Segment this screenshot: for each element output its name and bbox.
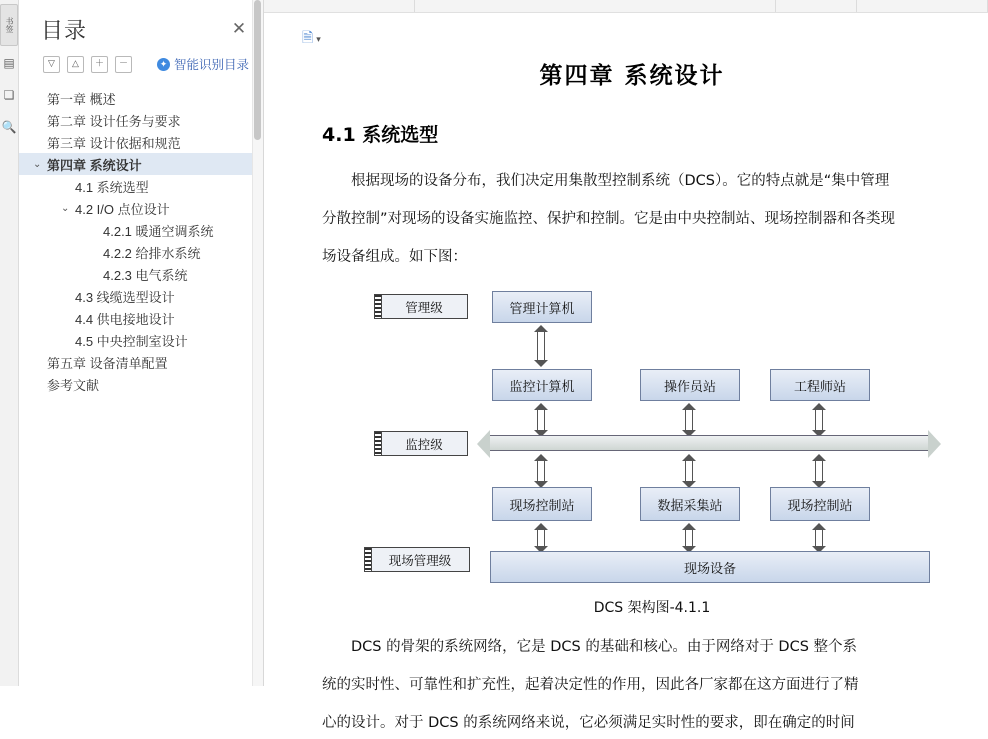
diagram-node-engineer-station: 工程师站 bbox=[770, 369, 870, 401]
outline-item-label: 4.5 中央控制室设计 bbox=[75, 333, 188, 349]
smart-toc-label: 智能识别目录 bbox=[173, 58, 249, 72]
paragraph-line: 场设备组成。如下图： bbox=[322, 249, 467, 265]
sparkle-icon: ✦ bbox=[157, 58, 170, 71]
outline-item[interactable] bbox=[19, 109, 263, 131]
outline-item[interactable] bbox=[19, 285, 263, 307]
outline-item[interactable] bbox=[19, 87, 263, 109]
expand-all-button[interactable]: △ bbox=[67, 56, 84, 73]
outline-item[interactable] bbox=[19, 197, 263, 219]
diagram-tag-management-level: 管理级 bbox=[380, 294, 468, 319]
section-heading: 4.1 系统选型 bbox=[322, 124, 439, 146]
outline-panel bbox=[19, 0, 264, 686]
diagram-tag-field-management-level: 现场管理级 bbox=[370, 547, 470, 572]
document-topbar bbox=[264, 0, 988, 13]
outline-item[interactable] bbox=[19, 329, 263, 351]
chevron-down-icon[interactable]: ⌄ bbox=[33, 158, 42, 170]
outline-item-label: 第五章 设备清单配置 bbox=[47, 355, 168, 371]
outline-item-label: 第四章 系统设计 bbox=[47, 157, 142, 173]
page-icon-glyph: 🗎 bbox=[302, 29, 314, 45]
outline-scrollbar-thumb[interactable] bbox=[254, 0, 261, 140]
outline-toolbar bbox=[19, 49, 263, 81]
diagram-node-supervision-computer: 监控计算机 bbox=[492, 369, 592, 401]
left-icon-rail bbox=[0, 0, 19, 686]
diagram-node-operator-station: 操作员站 bbox=[640, 369, 740, 401]
page-thumbnail-icon[interactable] bbox=[302, 27, 962, 51]
chapter-heading: 第四章 系统设计 bbox=[539, 63, 725, 89]
remove-item-button[interactable]: － bbox=[115, 56, 132, 73]
outline-item-label: 4.4 供电接地设计 bbox=[75, 311, 175, 327]
outline-item[interactable] bbox=[19, 153, 263, 175]
page-title: 目录 bbox=[41, 18, 88, 43]
diagram-connector bbox=[815, 523, 823, 553]
figure-caption: DCS 架构图-4.1.1 bbox=[593, 600, 711, 616]
diagram-connector bbox=[815, 403, 823, 437]
outline-header bbox=[19, 0, 263, 49]
paragraph-line: 统的实时性、可靠性和扩充性，起着决定性的作用，因此各厂家都在这方面进行了精 bbox=[322, 677, 859, 693]
diagram-node-management-computer: 管理计算机 bbox=[492, 291, 592, 323]
collapse-all-button[interactable]: ▽ bbox=[43, 56, 60, 73]
paragraph-line: 心的设计。对于 DCS 的系统网络来说，它必须满足实时性的要求，即在确定的时间 bbox=[322, 715, 855, 731]
outline-item-label: 4.2 I/O 点位设计 bbox=[75, 201, 170, 217]
outline-tree bbox=[19, 87, 263, 395]
outline-item[interactable] bbox=[19, 219, 263, 241]
paragraph-line: 根据现场的设备分布，我们决定用集散型控制系统（DCS）。它的特点就是“集中管理 bbox=[351, 173, 890, 189]
search-icon[interactable]: 🔍 bbox=[1, 120, 17, 134]
diagram-network-bus bbox=[490, 435, 928, 451]
outline-item-label: 第二章 设计任务与要求 bbox=[47, 113, 181, 129]
diagram-tag-supervision-level: 监控级 bbox=[380, 431, 468, 456]
diagram-node-field-control-station-1: 现场控制站 bbox=[492, 487, 592, 521]
paragraph-line: 分散控制”对现场的设备实施监控、保护和控制。它是由中央控制站、现场控制器和各类现 bbox=[322, 211, 896, 227]
outline-item-label: 4.2.1 暖通空调系统 bbox=[103, 223, 214, 239]
topbar-segment-2 bbox=[415, 0, 776, 12]
outline-item[interactable] bbox=[19, 131, 263, 153]
chevron-down-icon[interactable]: ⌄ bbox=[61, 202, 70, 214]
outline-item[interactable] bbox=[19, 263, 263, 285]
diagram-connector bbox=[815, 454, 823, 488]
outline-tool-group bbox=[43, 56, 132, 73]
diagram-connector bbox=[537, 403, 545, 437]
outline-item[interactable] bbox=[19, 373, 263, 395]
diagram-connector bbox=[685, 523, 693, 553]
diagram-node-field-control-station-2: 现场控制站 bbox=[770, 487, 870, 521]
outline-item-label: 参考文献 bbox=[47, 377, 100, 393]
diagram-connector bbox=[537, 325, 545, 367]
outline-item-label: 第一章 概述 bbox=[47, 91, 116, 107]
outline-item[interactable] bbox=[19, 351, 263, 373]
chevron-down-icon[interactable]: ▾ bbox=[316, 33, 321, 44]
bookmark-icon[interactable]: ❏ bbox=[3, 88, 15, 102]
outline-item-label: 4.3 线缆选型设计 bbox=[75, 289, 175, 305]
rail-tab-bookmarks[interactable]: 书签 bbox=[0, 4, 18, 46]
topbar-segment-3 bbox=[776, 0, 857, 12]
document-viewer bbox=[264, 0, 988, 731]
pages-icon[interactable]: ▤ bbox=[3, 56, 15, 70]
diagram-connector bbox=[537, 523, 545, 553]
diagram-connector bbox=[685, 403, 693, 437]
outline-item-label: 4.2.2 给排水系统 bbox=[103, 245, 201, 261]
outline-item-label: 第三章 设计依据和规范 bbox=[47, 135, 181, 151]
outline-item[interactable] bbox=[19, 241, 263, 263]
outline-item[interactable] bbox=[19, 175, 263, 197]
diagram-node-field-devices: 现场设备 bbox=[490, 551, 930, 583]
smart-toc-button[interactable] bbox=[157, 55, 249, 73]
outline-item-label: 4.1 系统选型 bbox=[75, 179, 149, 195]
bus-arrow-left-icon bbox=[477, 430, 490, 458]
outline-item-label: 4.2.3 电气系统 bbox=[103, 267, 188, 283]
diagram-connector bbox=[537, 454, 545, 488]
outline-scrollbar[interactable] bbox=[252, 0, 263, 686]
topbar-segment-1 bbox=[264, 0, 415, 12]
paragraph-line: DCS 的骨架的系统网络，它是 DCS 的基础和核心。由于网络对于 DCS 整个系 bbox=[351, 639, 858, 655]
outline-item[interactable] bbox=[19, 307, 263, 329]
bus-arrow-right-icon bbox=[928, 430, 941, 458]
document-page bbox=[264, 13, 988, 739]
close-icon[interactable]: ✕ bbox=[231, 18, 247, 38]
diagram-node-data-acquisition-station: 数据采集站 bbox=[640, 487, 740, 521]
diagram-connector bbox=[685, 454, 693, 488]
topbar-segment-4 bbox=[857, 0, 988, 12]
add-item-button[interactable]: ＋ bbox=[91, 56, 108, 73]
dcs-architecture-diagram bbox=[362, 289, 962, 589]
